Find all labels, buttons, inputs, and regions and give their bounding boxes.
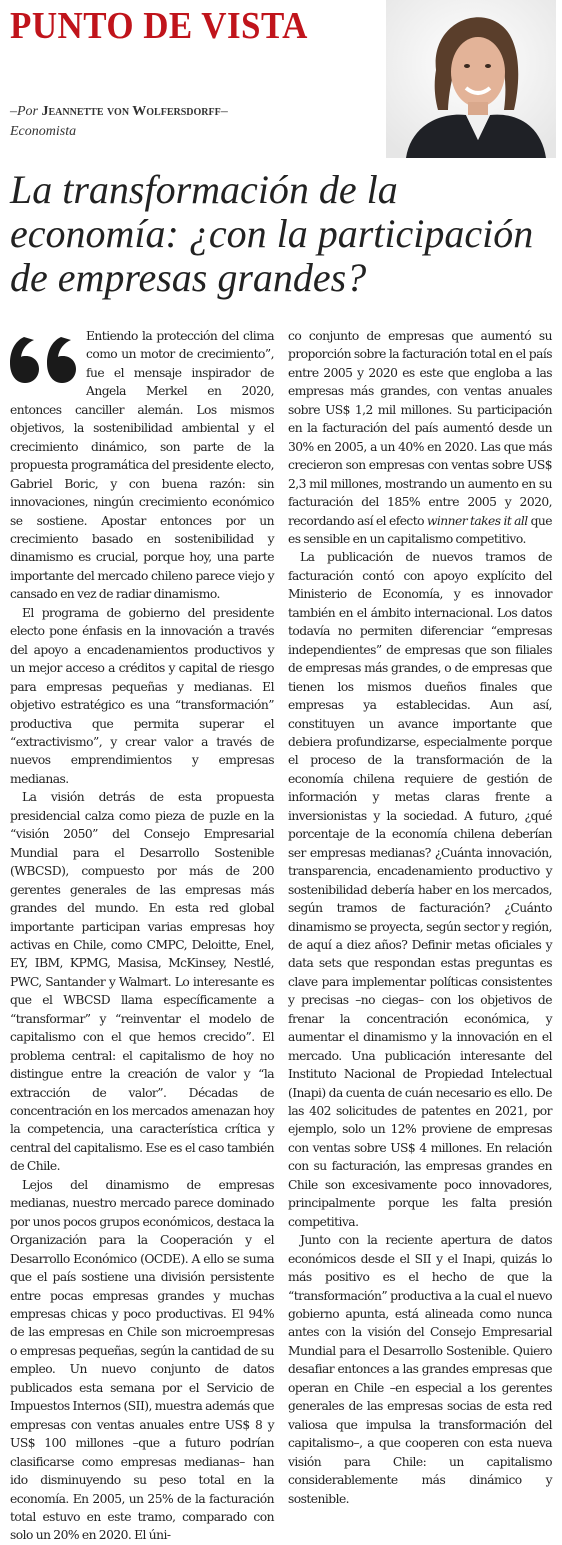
article-column-right [288,327,552,1508]
article-column-left [10,327,274,1545]
paragraph [288,327,552,548]
paragraph-text: co conjunto de empresas que aumentó su proporción sobre la facturación total en el país entre 2005 y 2020 es este que engloba a las empresas más grandes, con ventas anuales sobre US$ 1,2 mil millones. Su participación en la facturación del país aumentó desde un 30% en 2005, a un 40% en 2020. Las que más crecieron son empresas con ventas sobre US$ 2,3 mil millones, mostrando un aumento en su facturación del 185% entre 2005 y 2020, recordando así el efecto [288,329,552,528]
byline-suffix: – [220,104,228,119]
byline-prefix: –Por [10,104,42,119]
paragraph: La visión detrás de esta propuesta presidencial calza como pieza de puzle en la “visión 2050” del Consejo Empresarial Mundial para el Desarrollo Sostenible (WBCSD), compuesto por más de 200 gerentes generales de las empresas más grandes del mundo. En esta red global importante participan varias empresas hoy activas en Chile, como CMPC, Deloitte, Enel, EY, IBM, KPMG, Masisa, McKinsey, Nestlé, PWC, Santander y Walmart. Lo interesante es que el WBCSD llama específicamente a “transformar” y “reinventar el modelo de capitalismo con el que hemos crecido”. El problema central: el capitalismo de hoy no distingue entre la creación de valor y “la extracción de valor”. Décadas de concentración en los mercados amenazan hoy la competencia, una característica crítica y central del capitalismo. Ese es el caso también de Chile. [10,790,274,1174]
author-name: Jeannette von Wolfersdorff [41,104,221,119]
author-photo [386,0,556,158]
byline [10,102,228,142]
paragraph: La publicación de nuevos tramos de facturación contó con apoyo explícito del Ministerio de Economía, y es innovador también en el ámbito internacional. Los datos todavía no permiten diferenciar “empresas independientes” de empresas que son filiales de empresas más grandes, o de empresas que tienen los mismos dueños finales que empresas ya establecidas. Aun así, constituyen un avance importante que debiera profundizarse, especialmente porque el proceso de la transformación de la economía chilena requiere de gestión de información y metas claras frente a inversionistas y la sociedad. A futuro, ¿qué porcentaje de la economía chilena deberían ser empresas medianas? ¿Cuánta innovación, transparencia, encadenamiento productivo y sostenibilidad debería haber en los mercados, según tramos de facturación? ¿Cuánto dinamismo se proyecta, según sector y región, de aquí a diez años? Definir metas oficiales y data sets que respondan estas preguntas es clave para implementar políticas consistentes y precisas –no ciegas– con los objetivos de frenar la concentración económica, y aumentar el dinamismo y la innovación en el mercado. Una publicación interesante del Instituto Nacional de Propiedad Intelectual (Inapi) da cuenta de cuán necesario es ello. De las 402 solicitudes de patentes en 2021, por ejemplo, solo un 12% proviene de empresas con ventas sobre US$ 4 millones. En relación con su facturación, las empresas grandes en Chile son excesivamente poco innovadores, principalmente porque les falta presión competitiva. [288,550,552,1229]
emphasis-phrase: winner takes it all [426,513,528,528]
paragraph: El programa de gobierno del presidente electo pone énfasis en la innovación a través del apoyo a encadenamientos productivos y un mejor acceso a créditos y capital de riesgo para empresas pequeñas y medianas. El objetivo estratégico es una “transformación” productiva que permita superar el “extractivismo”, y crear valor a través de nuevos emprendimientos y empresas medianas. [10,605,274,786]
paragraph: Junto con la reciente apertura de datos económicos desde el SII y el Inapi, quizás lo más positivo es el hecho de que la “transformación” productiva a la cual el nuevo gobierno apunta, está alineada como nunca antes con la visión del Consejo Empresarial Mundial para el Desarrollo Sostenible. Quiero desafiar entonces a las grandes empresas que operan en Chile –en especial a los gerentes generales de las empresas socias de esta red valiosa que impulsa la transformación del capitalismo–, a que cooperen con esta nueva visión para Chile: un capitalismo considerablemente más dinámico y sostenible. [288,1233,552,1506]
paragraph-text: que es sensible en un capitalismo competitivo. [288,513,552,546]
author-role: Economista [10,124,77,139]
paragraph: Entiendo la protección del clima como un motor de crecimiento”, fue el mensaje inspirador de Angela Merkel en 2020, entonces canciller alemán. Los mismos objetivos, la sostenibilidad ambiental y el crecimiento dinámico, son parte de la propuesta programática del presidente electo, Gabriel Boric, y con buena razón: sin innovaciones, ningún crecimiento económico se sostiene. Apostar entonces por un crecimiento basado en sostenibilidad y dinamismo es crucial, porque hoy, una parte importante del mercado chileno parece viejo y cansado en vez de radiar dinamismo. [10,329,274,602]
headline: La transformación de la economía: ¿con la participación de empresas grandes? [10,167,534,300]
section-title: PUNTO DE VISTA [10,5,308,47]
quote-icon [10,333,80,389]
paragraph: Lejos del dinamismo de empresas medianas, nuestro mercado parece dominado por unos pocos grupos económicos, destaca la Organización para la Cooperación y el Desarrollo Económico (OCDE). A ello se suma que el país sostiene una división persistente entre pocas empresas grandes y muchas empresas chicas y poco productivas. El 94% de las empresas en Chile son microempresas o empresas pequeñas, según la cantidad de su empleo. Un nuevo conjunto de datos publicados esta semana por el Servicio de Impuestos Internos (SII), muestra además que empresas con ventas anuales entre US$ 8 y US$ 100 millones –que a futuro podrían clasificarse como empresas medianas– han ido disminuyendo su peso total en la economía. En 2005, un 25% de la facturación total estuvo en este tramo, comparado con solo un 20% en 2020. El úni- [10,1177,274,1543]
